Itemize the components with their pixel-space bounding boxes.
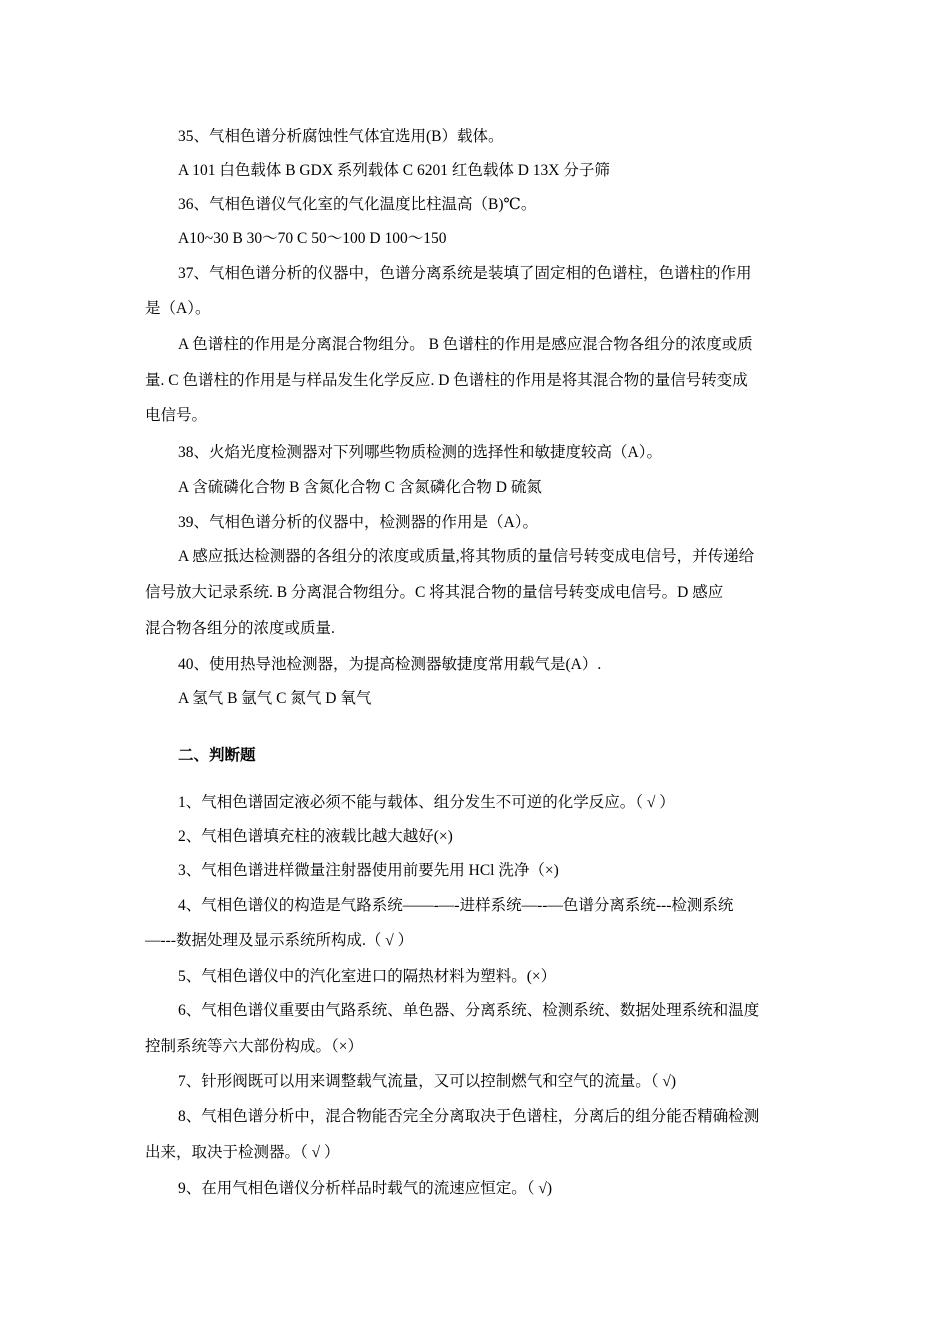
judgment-item: 9、在用气相色谱仪分析样品时载气的流速应恒定。（ √) xyxy=(178,1180,553,1197)
judgment-item-continuation: —---数据处理及显示系统所构成.（ √ ） xyxy=(145,932,414,949)
question-39-stem: 39、气相色谱分析的仪器中，检测器的作用是（A）。 xyxy=(178,514,538,531)
question-35-stem: 35、气相色谱分析腐蚀性气体宜选用(B）载体。 xyxy=(178,128,504,145)
judgment-item-continuation: 出来，取决于检测器。（ √ ） xyxy=(145,1144,340,1161)
judgment-item: 5、气相色谱仪中的汽化室进口的隔热材料为塑料。(×） xyxy=(178,968,557,985)
question-36-stem: 36、气相色谱仪气化室的气化温度比柱温高（B)℃。 xyxy=(178,196,537,213)
judgment-item-continuation: 控制系统等六大部份构成。（×） xyxy=(145,1038,363,1055)
question-36-options: A10~30 B 30～70 C 50～100 D 100～150 xyxy=(178,230,447,247)
question-39-options-line3: 混合物各组分的浓度或质量. xyxy=(145,620,335,637)
question-39-options-line1: A 感应抵达检测器的各组分的浓度或质量,将其物质的量信号转变成电信号，并传递给 xyxy=(178,548,755,565)
question-38-options: A 含硫磷化合物 B 含氮化合物 C 含氮磷化合物 D 硫氮 xyxy=(178,479,542,496)
judgment-item: 1、气相色谱固定液必须不能与载体、组分发生不可逆的化学反应。（ √ ） xyxy=(178,794,675,811)
question-37-options-line1: A 色谱柱的作用是分离混合物组分。 B 色谱柱的作用是感应混合物各组分的浓度或质 xyxy=(178,336,753,353)
section-heading-judgment: 二、判断题 xyxy=(178,747,256,764)
judgment-item: 4、气相色谱仪的构造是气路系统——-—-进样系统—--—色谱分离系统---检测系统 xyxy=(178,897,734,914)
question-40-options: A 氢气 B 氩气 C 氮气 D 氧气 xyxy=(178,690,372,707)
question-37-options-line2: 量. C 色谱柱的作用是与样品发生化学反应. D 色谱柱的作用是将其混合物的量信号转变成 xyxy=(145,372,748,389)
question-37-options-line3: 电信号。 xyxy=(145,407,208,424)
judgment-item: 6、气相色谱仪重要由气路系统、单色器、分离系统、检测系统、数据处理系统和温度 xyxy=(178,1002,760,1019)
judgment-item: 7、针形阀既可以用来调整载气流量，又可以控制燃气和空气的流量。（ √) xyxy=(178,1073,677,1090)
question-37-stem-line2: 是（A）。 xyxy=(145,300,211,317)
question-39-options-line2: 信号放大记录系统. B 分离混合物组分。C 将其混合物的量信号转变成电信号。D 感应 xyxy=(145,584,724,601)
judgment-item: 2、气相色谱填充柱的液载比越大越好(×) xyxy=(178,828,453,845)
judgment-item: 8、气相色谱分析中，混合物能否完全分离取决于色谱柱，分离后的组分能否精确检测 xyxy=(178,1108,760,1125)
question-35-options: A 101 白色载体 B GDX 系列载体 C 6201 红色载体 D 13X 分子筛 xyxy=(178,162,610,179)
judgment-item: 3、气相色谱进样微量注射器使用前要先用 HCl 洗净（×) xyxy=(178,862,559,879)
question-40-stem: 40、使用热导池检测器，为提高检测器敏捷度常用载气是(A）. xyxy=(178,656,602,673)
question-38-stem: 38、火焰光度检测器对下列哪些物质检测的选择性和敏捷度较高（A）。 xyxy=(178,444,662,461)
question-37-stem-line1: 37、气相色谱分析的仪器中，色谱分离系统是装填了固定相的色谱柱，色谱柱的作用 xyxy=(178,265,752,282)
